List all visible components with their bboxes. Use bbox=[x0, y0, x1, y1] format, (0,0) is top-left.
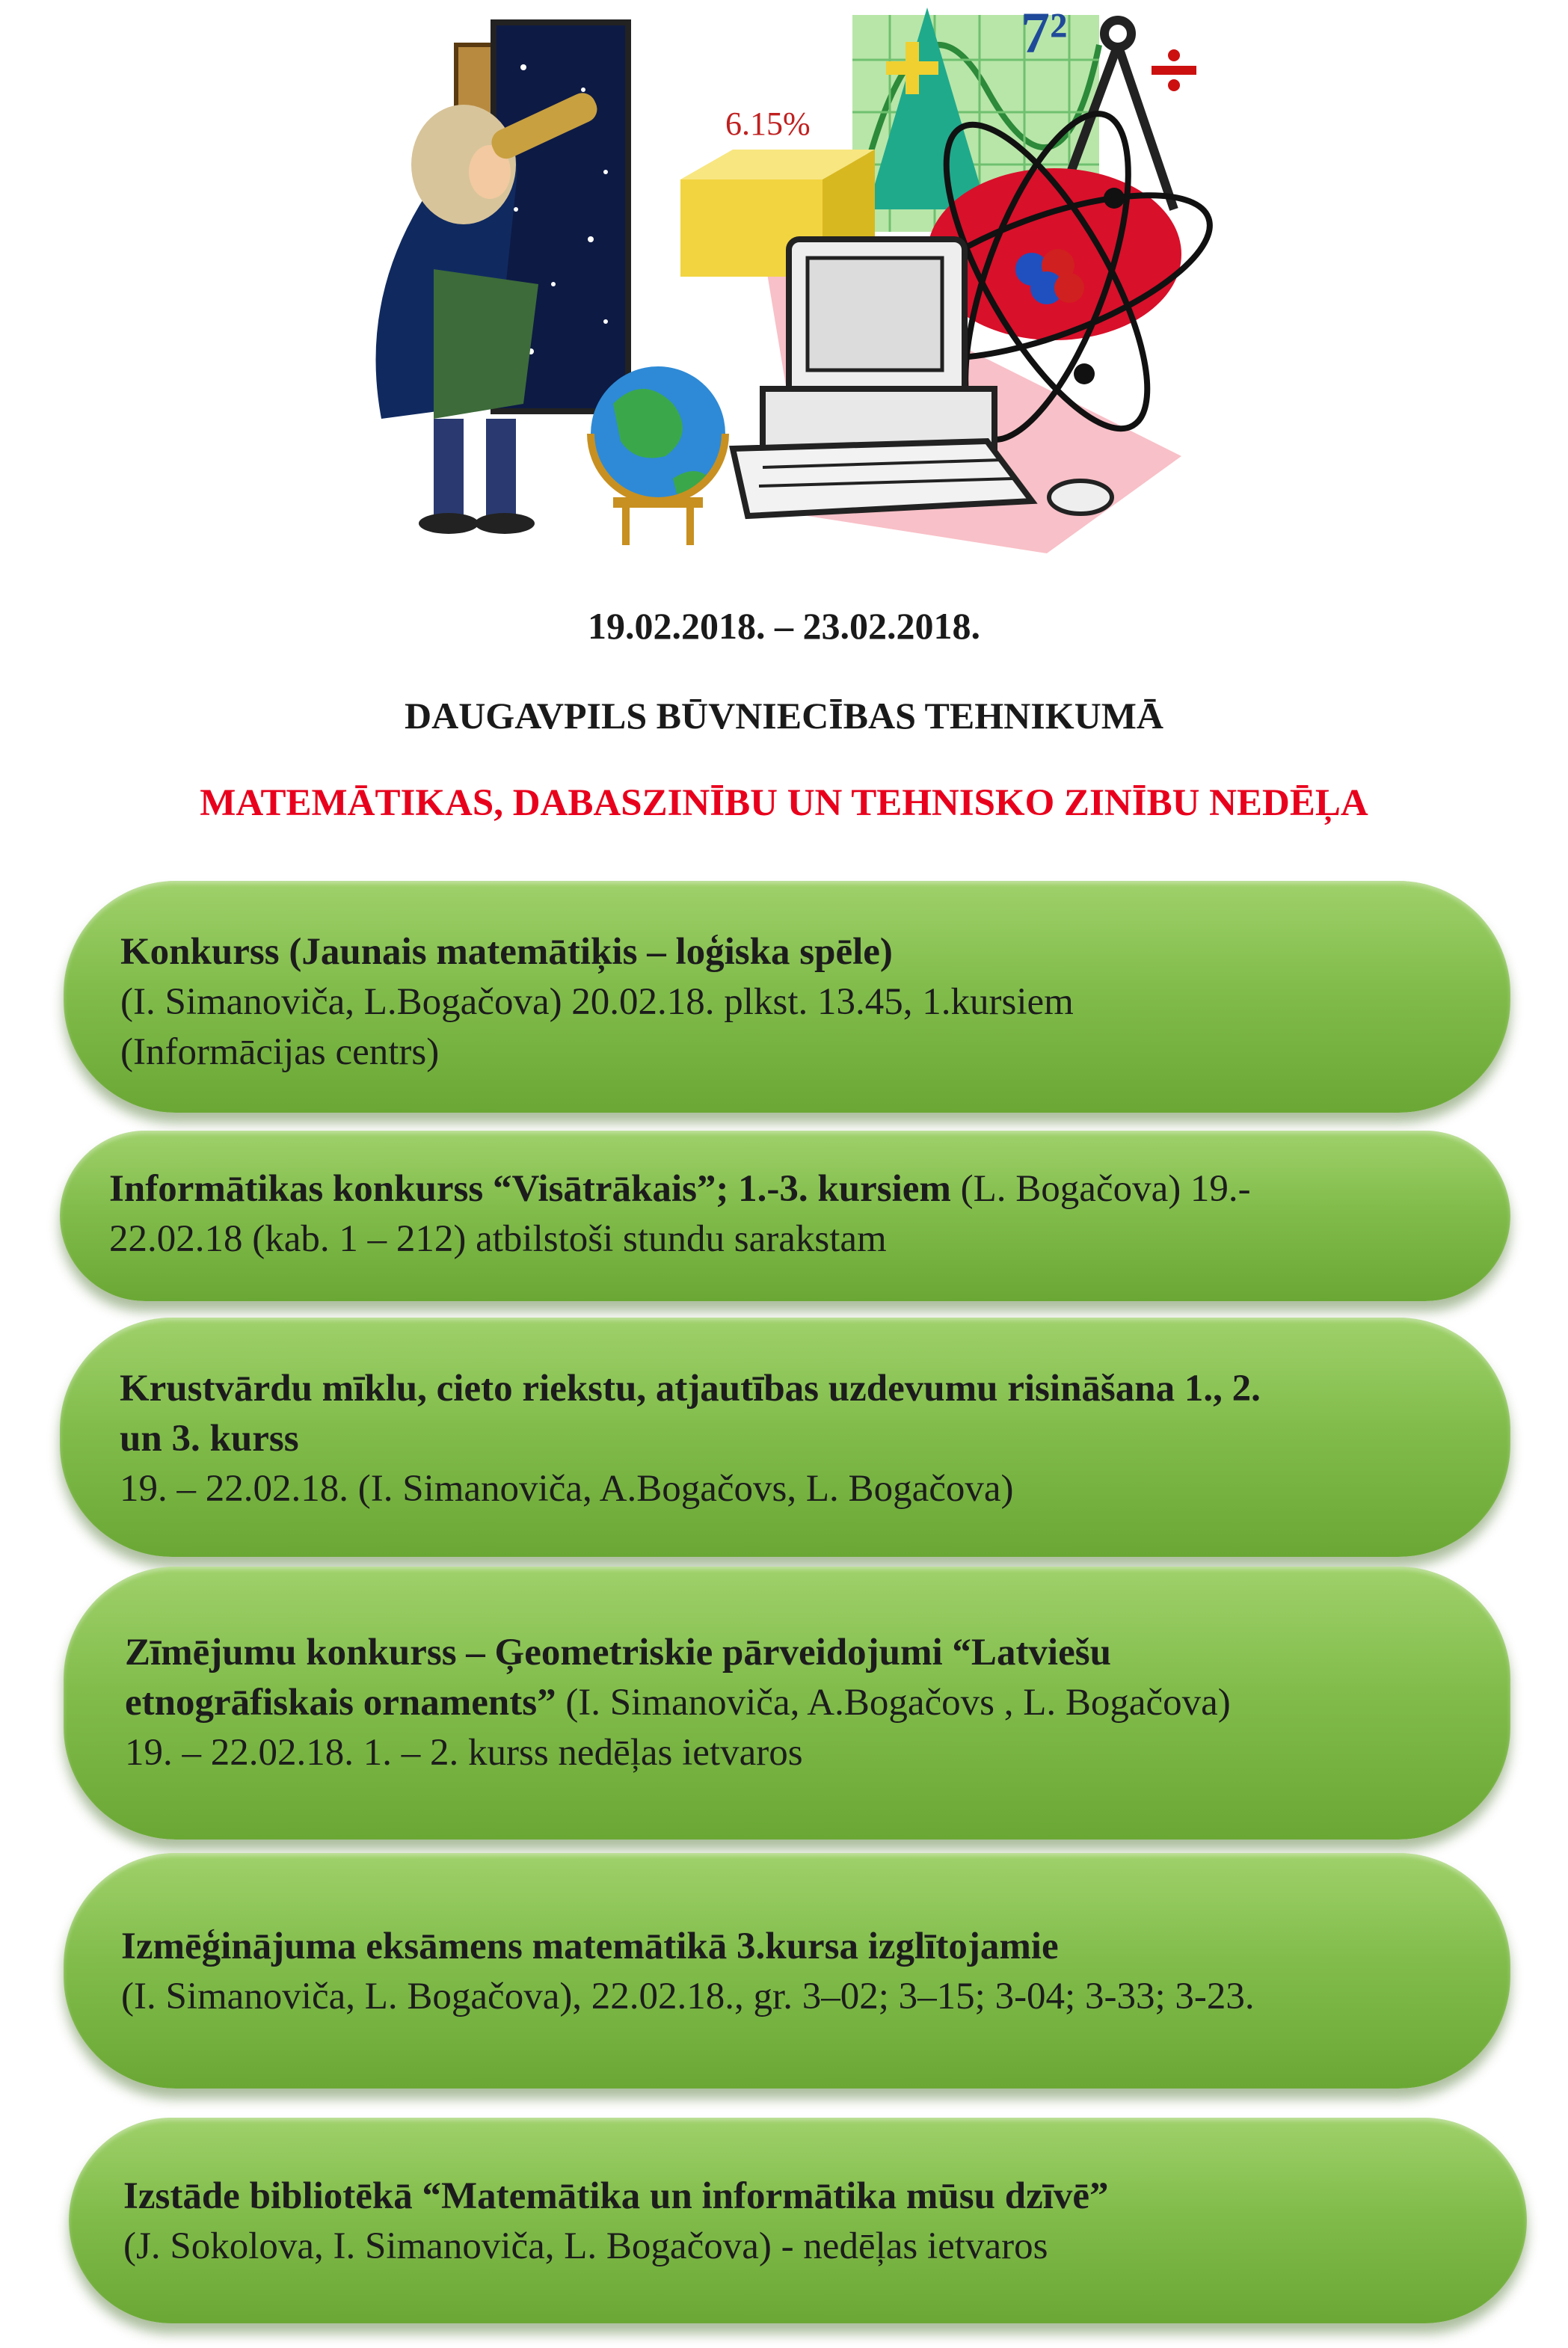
week-title: MATEMĀTIKAS, DABASZINĪBU UN TEHNISKO ZINĪBU NEDĒĻA bbox=[200, 782, 1368, 824]
school-name: DAUGAVPILS BŪVNIECĪBAS TEHNIKUMĀ bbox=[404, 695, 1163, 737]
event-title: Krustvārdu mīklu, cieto riekstu, atjautības uzdevumu risināšana 1., 2. bbox=[120, 1368, 1261, 1410]
event-dates: 19.02.2018. – 23.02.2018. bbox=[588, 605, 980, 647]
science-math-illustration bbox=[344, 0, 1226, 557]
event-title: Informātikas konkurss “Visātrākais”; 1.-3. kursiem bbox=[109, 1168, 951, 1210]
event-details: (I. Simanoviča, L. Bogačova), 22.02.18., gr. 3–02; 3–15; 3-04; 3-33; 3-23. bbox=[121, 1976, 1255, 2017]
event-title: Izstāde bibliotēkā “Matemātika un informātika mūsu dzīvē” bbox=[123, 2175, 1109, 2217]
event-title: Izmēģinājuma eksāmens matemātikā 3.kursa izglītojamie bbox=[121, 1926, 1059, 1967]
event-card bbox=[64, 1853, 1510, 2089]
event-details: 22.02.18 (kab. 1 – 212) atbilstoši stundu sarakstam bbox=[109, 1218, 887, 1260]
event-title: Konkurss (Jaunais matemātiķis – loģiska spēle) bbox=[120, 931, 893, 973]
math-label: 7² bbox=[1021, 0, 1068, 65]
event-title-cont: un 3. kurss bbox=[120, 1418, 299, 1460]
event-title: Zīmējumu konkurss – Ģeometriskie pārveidojumi “Latviešu bbox=[125, 1632, 1111, 1674]
event-details: (J. Sokolova, I. Simanoviča, L. Bogačova) - nedēļas ietvaros bbox=[123, 2225, 1048, 2267]
percent-label: 6.15% bbox=[725, 105, 811, 142]
event-card bbox=[69, 2118, 1527, 2323]
event-card bbox=[64, 881, 1510, 1113]
event-card bbox=[60, 1318, 1510, 1557]
event-details: (I. Simanoviča, L.Bogačova) 20.02.18. plkst. 13.45, 1.kursiem bbox=[120, 981, 1074, 1023]
event-organizers: (L. Bogačova) 19.- bbox=[950, 1168, 1251, 1210]
event-location: (Informācijas centrs) bbox=[120, 1031, 440, 1073]
event-details: 19. – 22.02.18. 1. – 2. kurss nedēļas ietvaros bbox=[125, 1732, 803, 1774]
globe-icon bbox=[591, 366, 725, 545]
division-icon bbox=[1152, 49, 1196, 91]
event-card bbox=[64, 1567, 1510, 1840]
event-details: 19. – 22.02.18. (I. Simanoviča, A.Bogačovs, L. Bogačova) bbox=[120, 1468, 1014, 1510]
event-card bbox=[60, 1131, 1510, 1301]
event-organizers: (I. Simanoviča, A.Bogačovs , L. Bogačova) bbox=[556, 1682, 1231, 1724]
event-title-cont: etnogrāfiskais ornaments” bbox=[125, 1682, 556, 1724]
